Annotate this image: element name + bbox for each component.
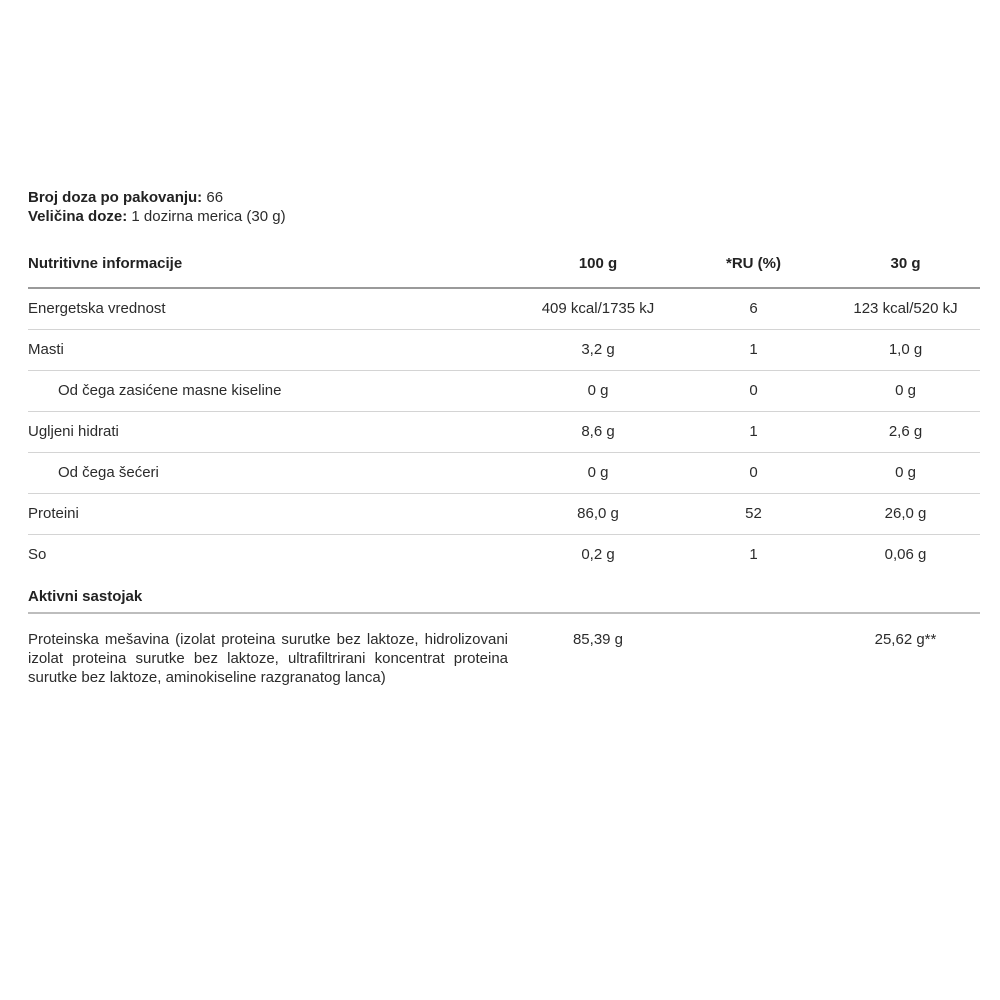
value-100g: 86,0 g [520,494,676,535]
serving-size-label: Veličina doze: [28,208,128,225]
value-ru [676,630,831,687]
servings-per-pack-label: Broj doza po pakovanju: [28,189,203,206]
row-label: Masti [28,330,520,371]
value-30g: 1,0 g [831,330,980,371]
value-100g: 0,2 g [581,546,615,563]
table-row-energy [28,288,980,330]
value-30g: 26,0 g [831,494,980,535]
section-heading-active-ingredients: Aktivni sastojak [28,587,980,614]
value-ru: 52 [676,494,831,535]
table-row-sugars [28,453,980,494]
serving-info [28,188,980,226]
column-header-ru-percent: *RU (%) [676,250,831,288]
row-label: Od čega zasićene masne kiseline [28,371,520,412]
value-100g: 409 kcal/1735 kJ [520,288,676,330]
row-label: So [28,546,47,563]
column-header-100g: 100 g [520,250,676,288]
value-100g: 8,6 g [520,412,676,453]
table-row-protein [28,494,980,535]
servings-per-pack-value: 66 [202,189,224,206]
value-ru: 1 [676,330,831,371]
value-ru: 6 [676,288,831,330]
table-header-row [28,250,980,288]
value-ru: 0 [676,371,831,412]
table-row-salt [28,535,980,576]
value-30g: 25,62 g** [874,631,937,648]
value-100g: 85,39 g [572,631,624,648]
protein-blend-description: Proteinska mešavina (izolat proteina surutke bez laktoze, hidrolizovani izolat proteina surutke bez laktoze, ultrafiltrirani koncentrat proteina surutke bez laktoze, aminokiseline razgranatog lanca) [28,631,508,686]
table-row-fat [28,330,980,371]
value-ru: 1 [676,412,831,453]
serving-size-line [28,207,980,226]
table-row-protein-blend [28,614,980,687]
column-header-30g: 30 g [831,250,980,288]
row-label: Energetska vrednost [28,288,520,330]
nutrition-content [28,188,980,687]
column-header-nutrition-info: Nutritivne informacije [28,250,520,288]
value-30g: 0 g [831,371,980,412]
value-100g: 0 g [520,453,676,494]
servings-per-pack-line [28,188,980,207]
value-100g: 0 g [520,371,676,412]
value-30g: 0,06 g [884,546,927,563]
value-ru: 0 [676,453,831,494]
table-row-carbohydrates [28,412,980,453]
row-label: Proteini [28,494,520,535]
value-ru: 1 [749,546,758,563]
serving-size-value: 1 dozirna merica (30 g) [127,208,286,225]
row-label: Ugljeni hidrati [28,412,520,453]
nutrition-table [28,250,980,575]
value-30g: 2,6 g [831,412,980,453]
value-30g: 123 kcal/520 kJ [831,288,980,330]
table-row-saturated-fat [28,371,980,412]
value-100g: 3,2 g [520,330,676,371]
row-label: Od čega šećeri [28,453,520,494]
value-30g: 0 g [831,453,980,494]
row-label [28,630,520,687]
